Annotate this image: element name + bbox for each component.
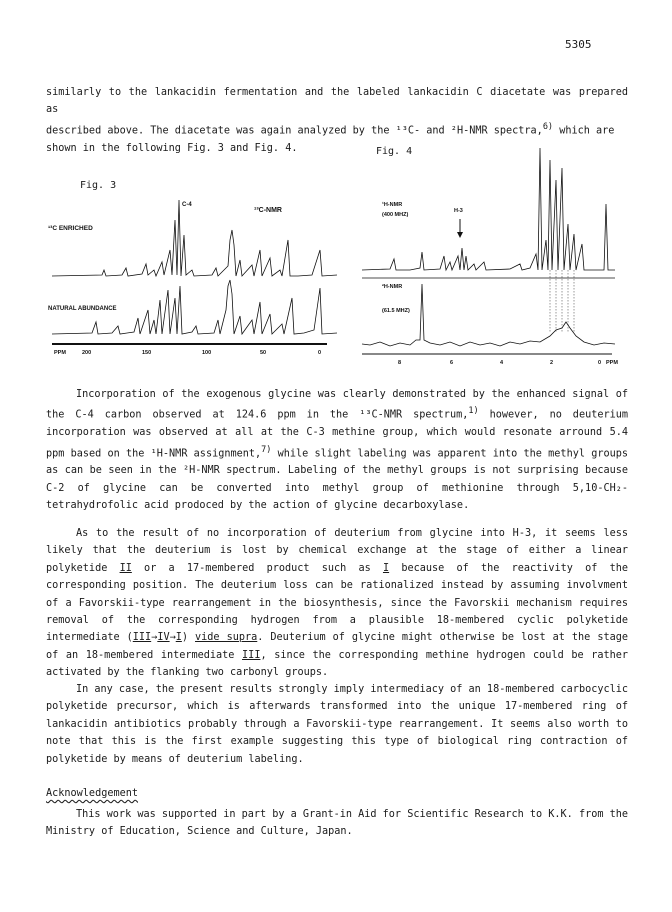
page-number: 5305	[565, 38, 592, 51]
fig3-label: Fig. 3	[80, 180, 117, 191]
intro-line-1: similarly to the lankacidin fermentation and the labeled lankacidin C diacetate was prepared as	[46, 87, 628, 116]
fig3-tick-150: 150	[142, 350, 152, 356]
para1-text-b: however, no deuterium incorporation was observed at all at the C-3 methine group, which would resonate arround 5.4 ppm based on the ¹H-NMR assignment,	[46, 409, 629, 459]
acknowledgement-heading: Acknowledgement	[46, 788, 139, 799]
fig4-1h-label: ¹H-NMR	[382, 202, 403, 208]
arrow-1: →	[151, 632, 158, 644]
para1-text-a: Incorporation of the exogenous glycine was clearly demonstrated by the enhanced signal of the C-4 carbon observed at 124.6 ppm in the ¹³C-NMR spectrum,	[46, 389, 628, 421]
compound-ii: II	[119, 562, 132, 574]
fig4-h3-label: H-3	[454, 208, 463, 214]
fig3-tick-200: 200	[82, 350, 92, 356]
acknowledgement-text: This work was supported in part by a Grant-in Aid for Scientific Research to K.K. from the Ministry of Education, Science and Culture, Japan.	[46, 809, 629, 838]
fig4-axis-unit: PPM	[606, 360, 618, 366]
reference-1: 1)	[468, 406, 479, 417]
fig3-tick-100: 100	[202, 350, 212, 356]
fig3-tick-50: 50	[260, 350, 267, 356]
fig3-enriched-trace	[52, 200, 337, 276]
paragraph-2	[46, 525, 628, 682]
paragraph-1	[46, 386, 628, 515]
para2-text-f: , since the corresponding methine hydrogen could be rather activated by the flanking two carbonyl groups.	[46, 649, 628, 679]
compound-iv: IV	[157, 632, 170, 644]
vide-supra: vide supra	[195, 632, 258, 644]
compound-i-2: I	[175, 632, 182, 644]
fig4-1h-trace	[362, 148, 615, 270]
reference-6: 6)	[542, 121, 554, 132]
fig3-c4-label: C-4	[182, 202, 192, 208]
para1-text-c: while slight labeling was apparent into the methyl groups as can be seen in the ²H-NMR spectrum. Labeling of the methyl groups is not surprising because C-2 of glycine can be converted into methyl group of methionine through 5,10-CH₂-tetrahydrofolic acid prodoced by the action of glycine decarboxylase.	[46, 448, 628, 512]
acknowledgement-section	[46, 788, 138, 799]
para2-text-e: . Deuterium of glycine might otherwise be lost at the stage of an 18-membered intermediate	[46, 632, 628, 661]
fig4-tick-4: 4	[500, 360, 504, 366]
arrow-2: →	[169, 632, 176, 644]
intro-line-2c: which are	[553, 125, 615, 137]
para2-text-c: because of the reactivity of the corresponding position. The deuterium loss can be rationalized instead by assuming involvment of a Favorskii-type rearrangement in the biosynthesis, since the Favorskii mechanism requires removal of the corresponding hydrogen from a plausible 18-membered cyclic polyketide intermediate (	[46, 562, 629, 644]
fig4-correlation-lines	[550, 270, 574, 332]
compound-iii-2: III	[242, 649, 261, 661]
fig4-2h-label: ²H-NMR	[382, 284, 403, 290]
fig4-spectra	[350, 144, 620, 374]
fig4-tick-0: 0	[598, 360, 602, 366]
fig4-tick-6: 6	[450, 360, 454, 366]
fig3-spectra	[42, 190, 342, 370]
fig3-enriched-label: ¹³C ENRICHED	[48, 225, 93, 232]
fig3-title: ¹³C-NMR	[254, 207, 282, 214]
reference-7: 7)	[261, 444, 272, 455]
intro-line-2b: ¹³C- and ²H-NMR spectra,	[395, 125, 543, 137]
fig3-axis-unit: PPM	[54, 350, 66, 356]
fig4-tick-2: 2	[550, 360, 554, 366]
para2-text-d: )	[181, 632, 196, 644]
fig3-tick-0: 0	[318, 350, 322, 356]
fig3-natural-label: NATURAL ABUNDANCE	[48, 306, 117, 312]
intro-line-2a: described above. The diacetate was again analyzed by the	[46, 125, 396, 137]
fig4-h3-arrowhead	[457, 232, 463, 238]
paragraph-3: In any case, the present results strongly imply intermediacy of an 18-membered carbocyclic polyketide precursor, which is afterwards transformed into the unique 17-membered ring of lankacidin antibiotics probably through a Favorskii-type rearrangement. It seems also worth to note that this is the first example suggesting this type of biological ring contraction of polyketide by means of deuterium labeling.	[46, 684, 629, 765]
para2-text-b: or a 17-membered product such as	[131, 562, 383, 574]
para2-text-a: As to the result of no incorporation of deuterium from glycine into H-3, it seems less likely that the deuterium is lost by chemical exchange at the stage of either a linear polyketide	[46, 528, 628, 574]
fig4-tick-8: 8	[398, 360, 402, 366]
intro-line-3: shown in the following Fig. 3 and Fig. 4.	[46, 142, 298, 154]
fig4-1h-freq: (400 MHZ)	[382, 212, 409, 218]
fig4-label: Fig. 4	[376, 146, 413, 157]
fig4-2h-trace	[362, 284, 615, 346]
fig4-2h-freq: (61.5 MHZ)	[382, 308, 410, 314]
compound-iii: III	[132, 632, 152, 644]
compound-i: I	[382, 562, 390, 574]
